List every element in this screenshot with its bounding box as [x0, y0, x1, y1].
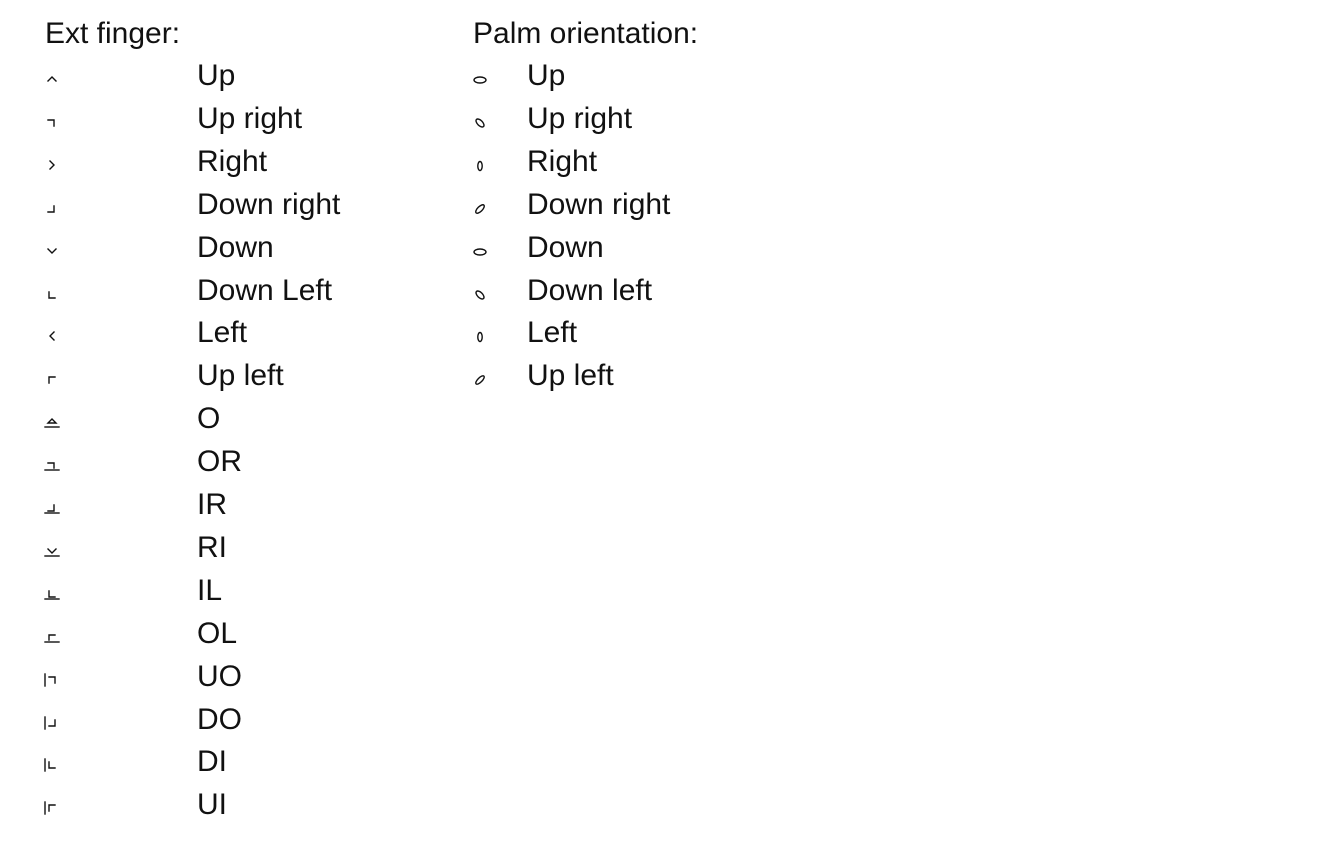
ext-finger-label: Down Left: [197, 273, 333, 307]
ext-finger-label: Down right: [197, 187, 341, 221]
ext-down-icon: [42, 240, 62, 260]
palm-orientation-label: Up: [527, 59, 566, 92]
ext-up-left-icon: [42, 368, 62, 388]
palm-orientation-heading: Palm orientation:: [473, 17, 699, 50]
ext-finger-label: OR: [197, 445, 242, 479]
palm-orientation-label: Up right: [527, 101, 633, 135]
ext-finger-label: DO: [197, 702, 242, 736]
ext-finger-label: OL: [197, 616, 238, 650]
palm-orientation-label: Down left: [527, 273, 653, 307]
ext-finger-label: UO: [197, 659, 242, 693]
palm-orientation-label: Up left: [527, 359, 614, 393]
ext-ui-icon: [42, 797, 62, 817]
ext-ol-icon: [42, 626, 62, 646]
palm-orientation-label: Down right: [527, 187, 671, 221]
ext-di-icon: [42, 754, 62, 774]
ext-finger-label: Up left: [197, 359, 284, 393]
ext-il-icon: [42, 583, 62, 603]
ext-ri-icon: [42, 540, 62, 560]
ext-down-left-icon: [42, 283, 62, 303]
ext-finger-label: O: [197, 402, 221, 436]
ext-finger-label: Up right: [197, 101, 303, 135]
palm-down-right-icon: [470, 197, 490, 217]
ext-finger-label: Down: [197, 230, 274, 264]
ext-finger-label: IR: [197, 488, 227, 521]
ext-up-icon: [42, 68, 62, 88]
palm-up-right-icon: [470, 111, 490, 131]
palm-down-icon: [470, 240, 490, 260]
ext-finger-label: IL: [197, 573, 223, 607]
ext-finger-heading: Ext finger:: [45, 17, 181, 50]
ext-finger-label: UI: [197, 788, 227, 822]
ext-finger-label: RI: [197, 530, 227, 564]
palm-left-icon: [470, 325, 490, 345]
palm-down-left-icon: [470, 283, 490, 303]
ext-finger-label: Up: [197, 59, 236, 92]
palm-up-icon: [470, 68, 490, 88]
palm-orientation-label: Right: [527, 144, 598, 178]
ext-left-icon: [42, 325, 62, 345]
ext-finger-label: DI: [197, 745, 227, 779]
ext-ir-icon: [42, 497, 62, 517]
ext-right-icon: [42, 154, 62, 174]
palm-up-left-icon: [470, 368, 490, 388]
palm-right-icon: [470, 154, 490, 174]
palm-orientation-label: Down: [527, 230, 604, 264]
ext-finger-label: Left: [197, 316, 248, 350]
ext-finger-label: Right: [197, 144, 268, 178]
palm-orientation-label: Left: [527, 316, 578, 350]
ext-down-right-icon: [42, 197, 62, 217]
ext-up-right-icon: [42, 111, 62, 131]
ext-uo-icon: [42, 669, 62, 689]
ext-do-icon: [42, 712, 62, 732]
ext-or-icon: [42, 454, 62, 474]
ext-o-icon: [42, 411, 62, 431]
